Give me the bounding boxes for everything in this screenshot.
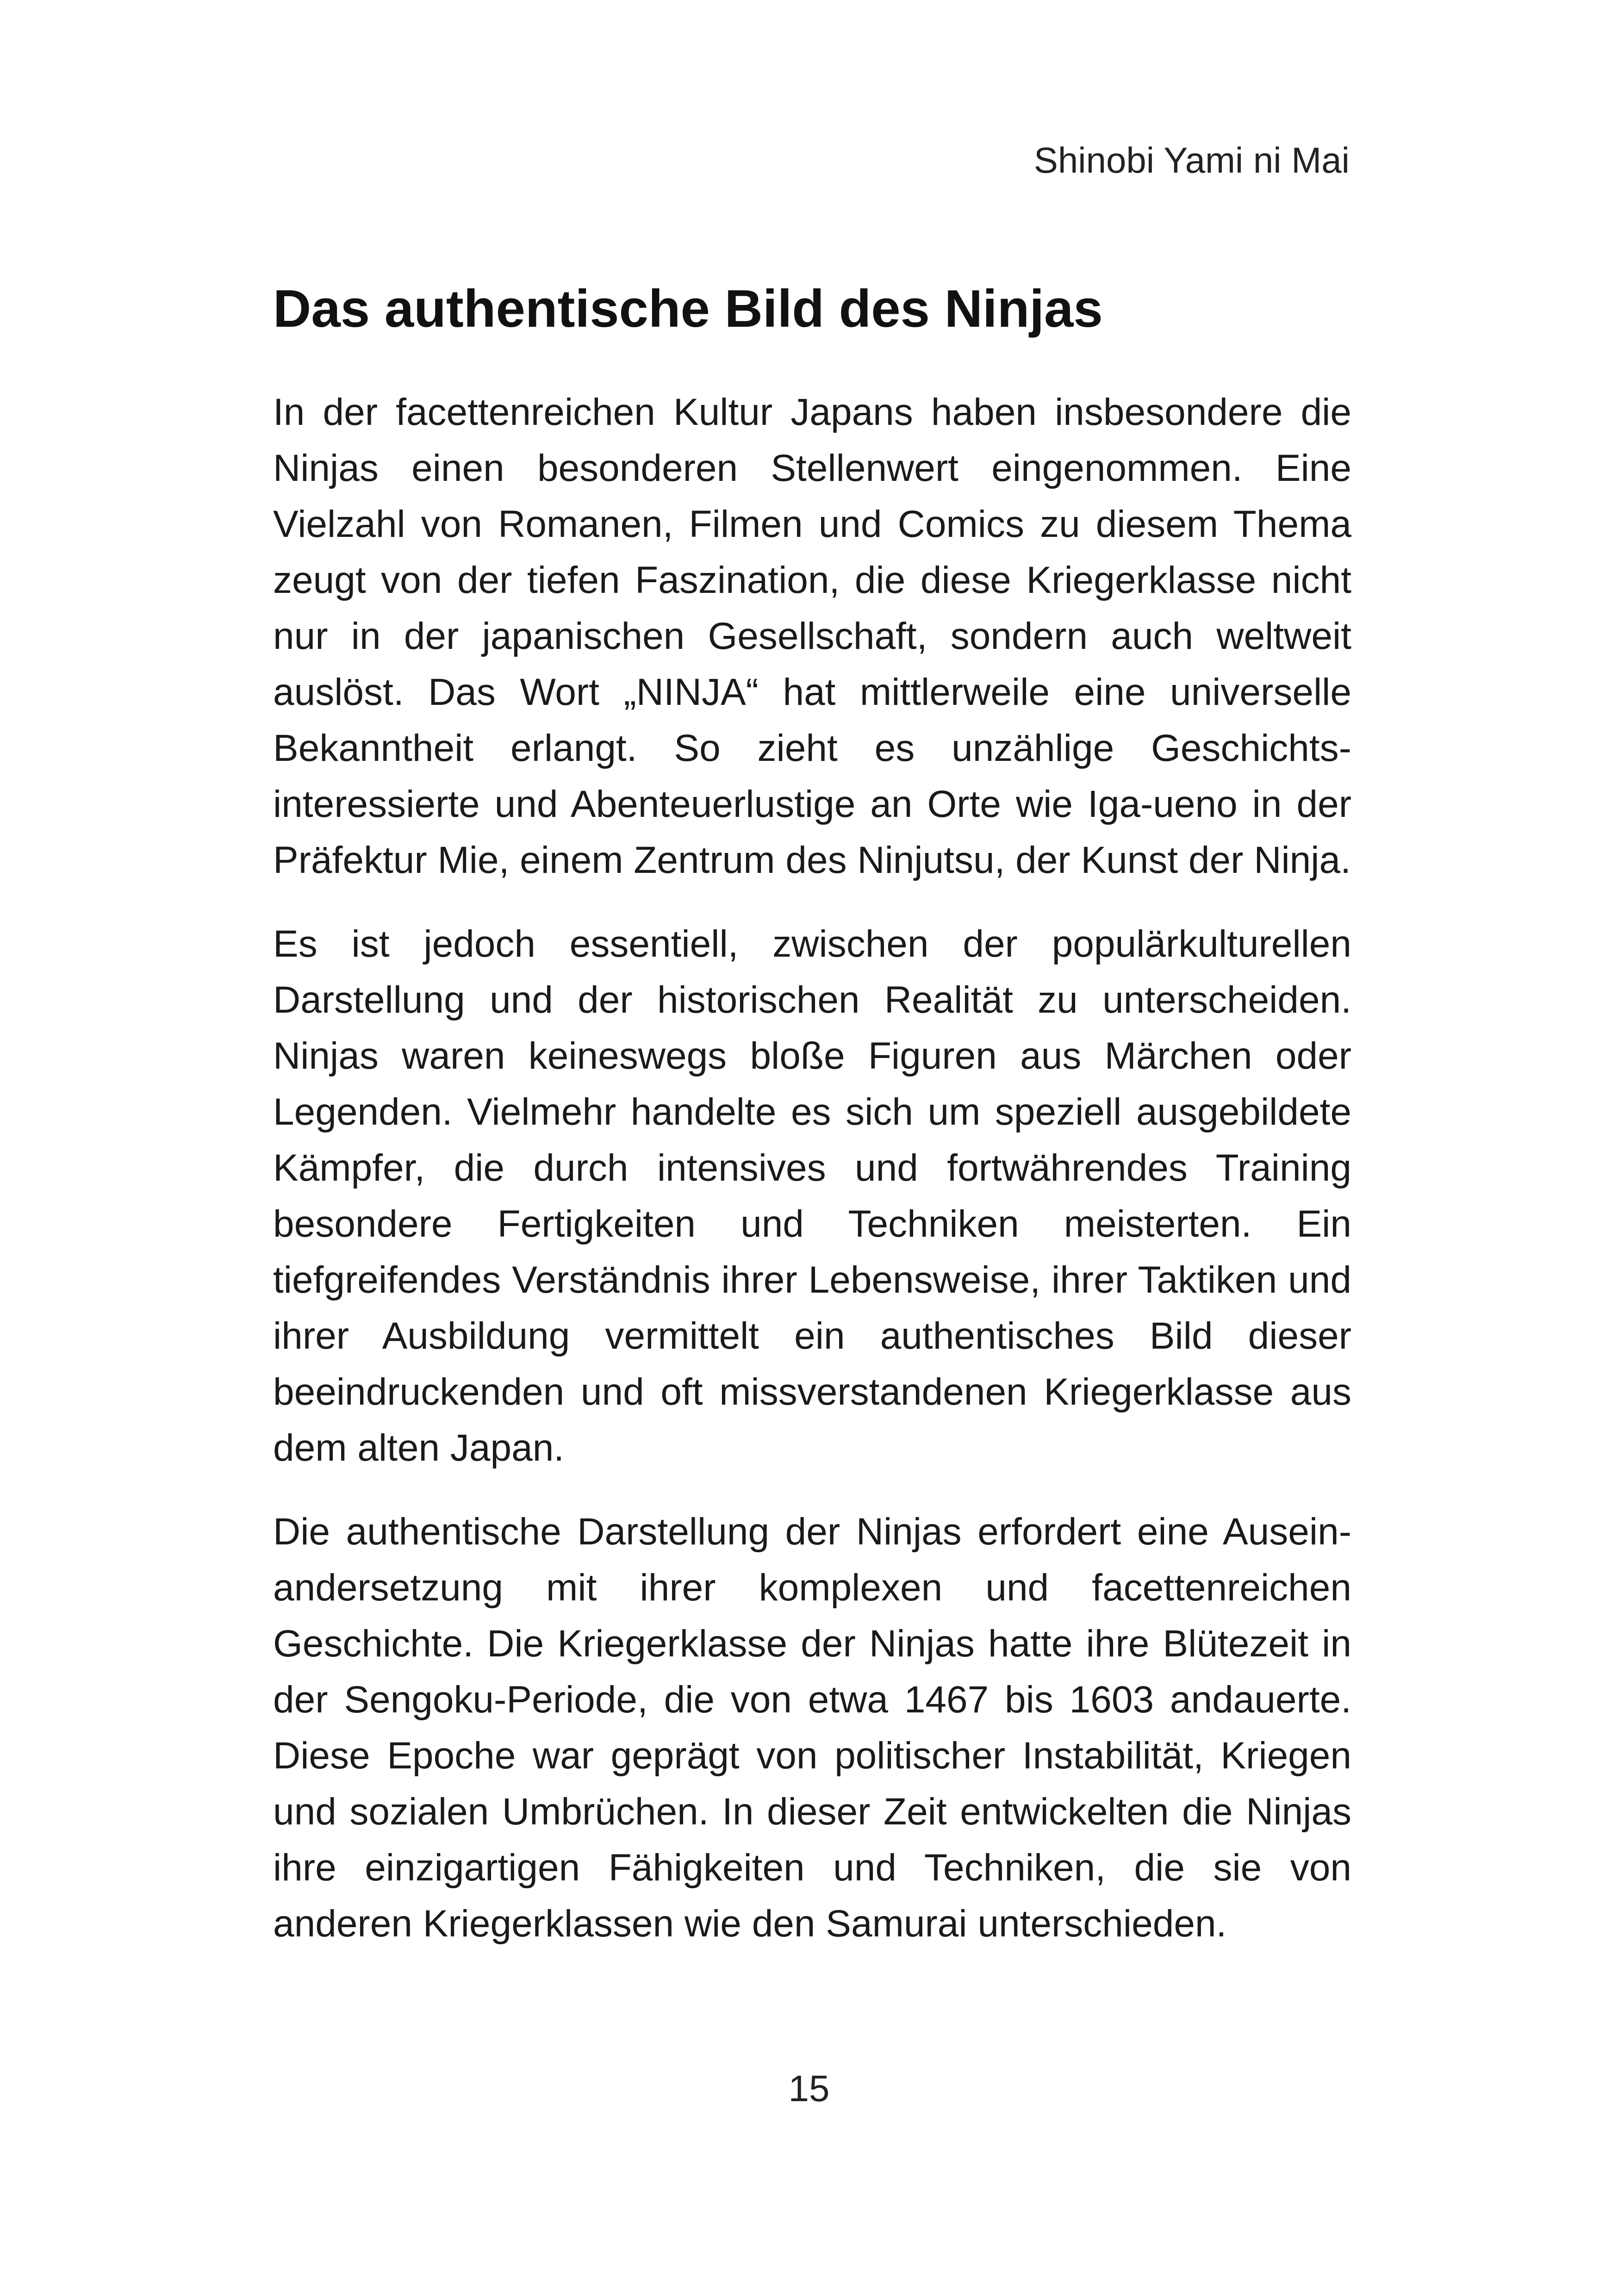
paragraph: Es ist jedoch essentiell, zwischen der populärkulturellen Darstellung und der historischen Realität zu unterscheiden. Ninjas waren keineswegs bloße Figuren aus Märchen oder Legenden. Vielmehr handelte es sich um speziell ausgebildete Kämpfer, die durch intensives und fortwährendes Training besondere Fertigkeiten und Techniken meisterten. Ein tiefgreifendes Verständnis ihrer Lebensweise, ihrer Taktiken und ihrer Ausbildung vermittelt ein authentisches Bild dieser beeindruckenden und oft missverstandenen Kriegerklasse aus dem alten Japan. [273, 923, 1351, 1469]
chapter-title: Das authentische Bild des Ninjas [273, 280, 1103, 338]
body-text [273, 384, 1351, 1979]
paragraph: In der facettenreichen Kultur Japans haben insbesondere die Ninjas einen besonderen Stellenwert eingenommen. Eine Vielzahl von Romanen, Filmen und Comics zu diesem Thema zeugt von der tiefen Faszination, die diese Kriegerklasse nicht nur in der japanischen Gesellschaft, sondern auch weltweit auslöst. Das Wort „NINJA“ hat mittlerweile eine universelle Bekanntheit erlangt. So zieht es unzählige Geschichtsinteressierte und Abenteuerlustige an Orte wie Iga-ueno in der Präfektur Mie, einem Zentrum des Ninjutsu, der Kunst der Ninja. [273, 391, 1351, 881]
paragraph: Die authentische Darstellung der Ninjas erfordert eine Auseinandersetzung mit ihrer komplexen und facettenreichen Geschichte. Die Kriegerklasse der Ninjas hatte ihre Blütezeit in der Sengoku-Periode, die von etwa 1467 bis 1603 andauerte. Diese Epoche war geprägt von politischer Instabilität, Kriegen und sozialen Umbrüchen. In dieser Zeit entwickelten die Ninjas ihre einzigartigen Fähigkeiten und Techniken, die sie von anderen Kriegerklassen wie den Samurai unterschieden. [273, 1511, 1351, 1945]
page-number: 15 [788, 2068, 830, 2109]
running-header: Shinobi Yami ni Mai [1033, 140, 1350, 180]
